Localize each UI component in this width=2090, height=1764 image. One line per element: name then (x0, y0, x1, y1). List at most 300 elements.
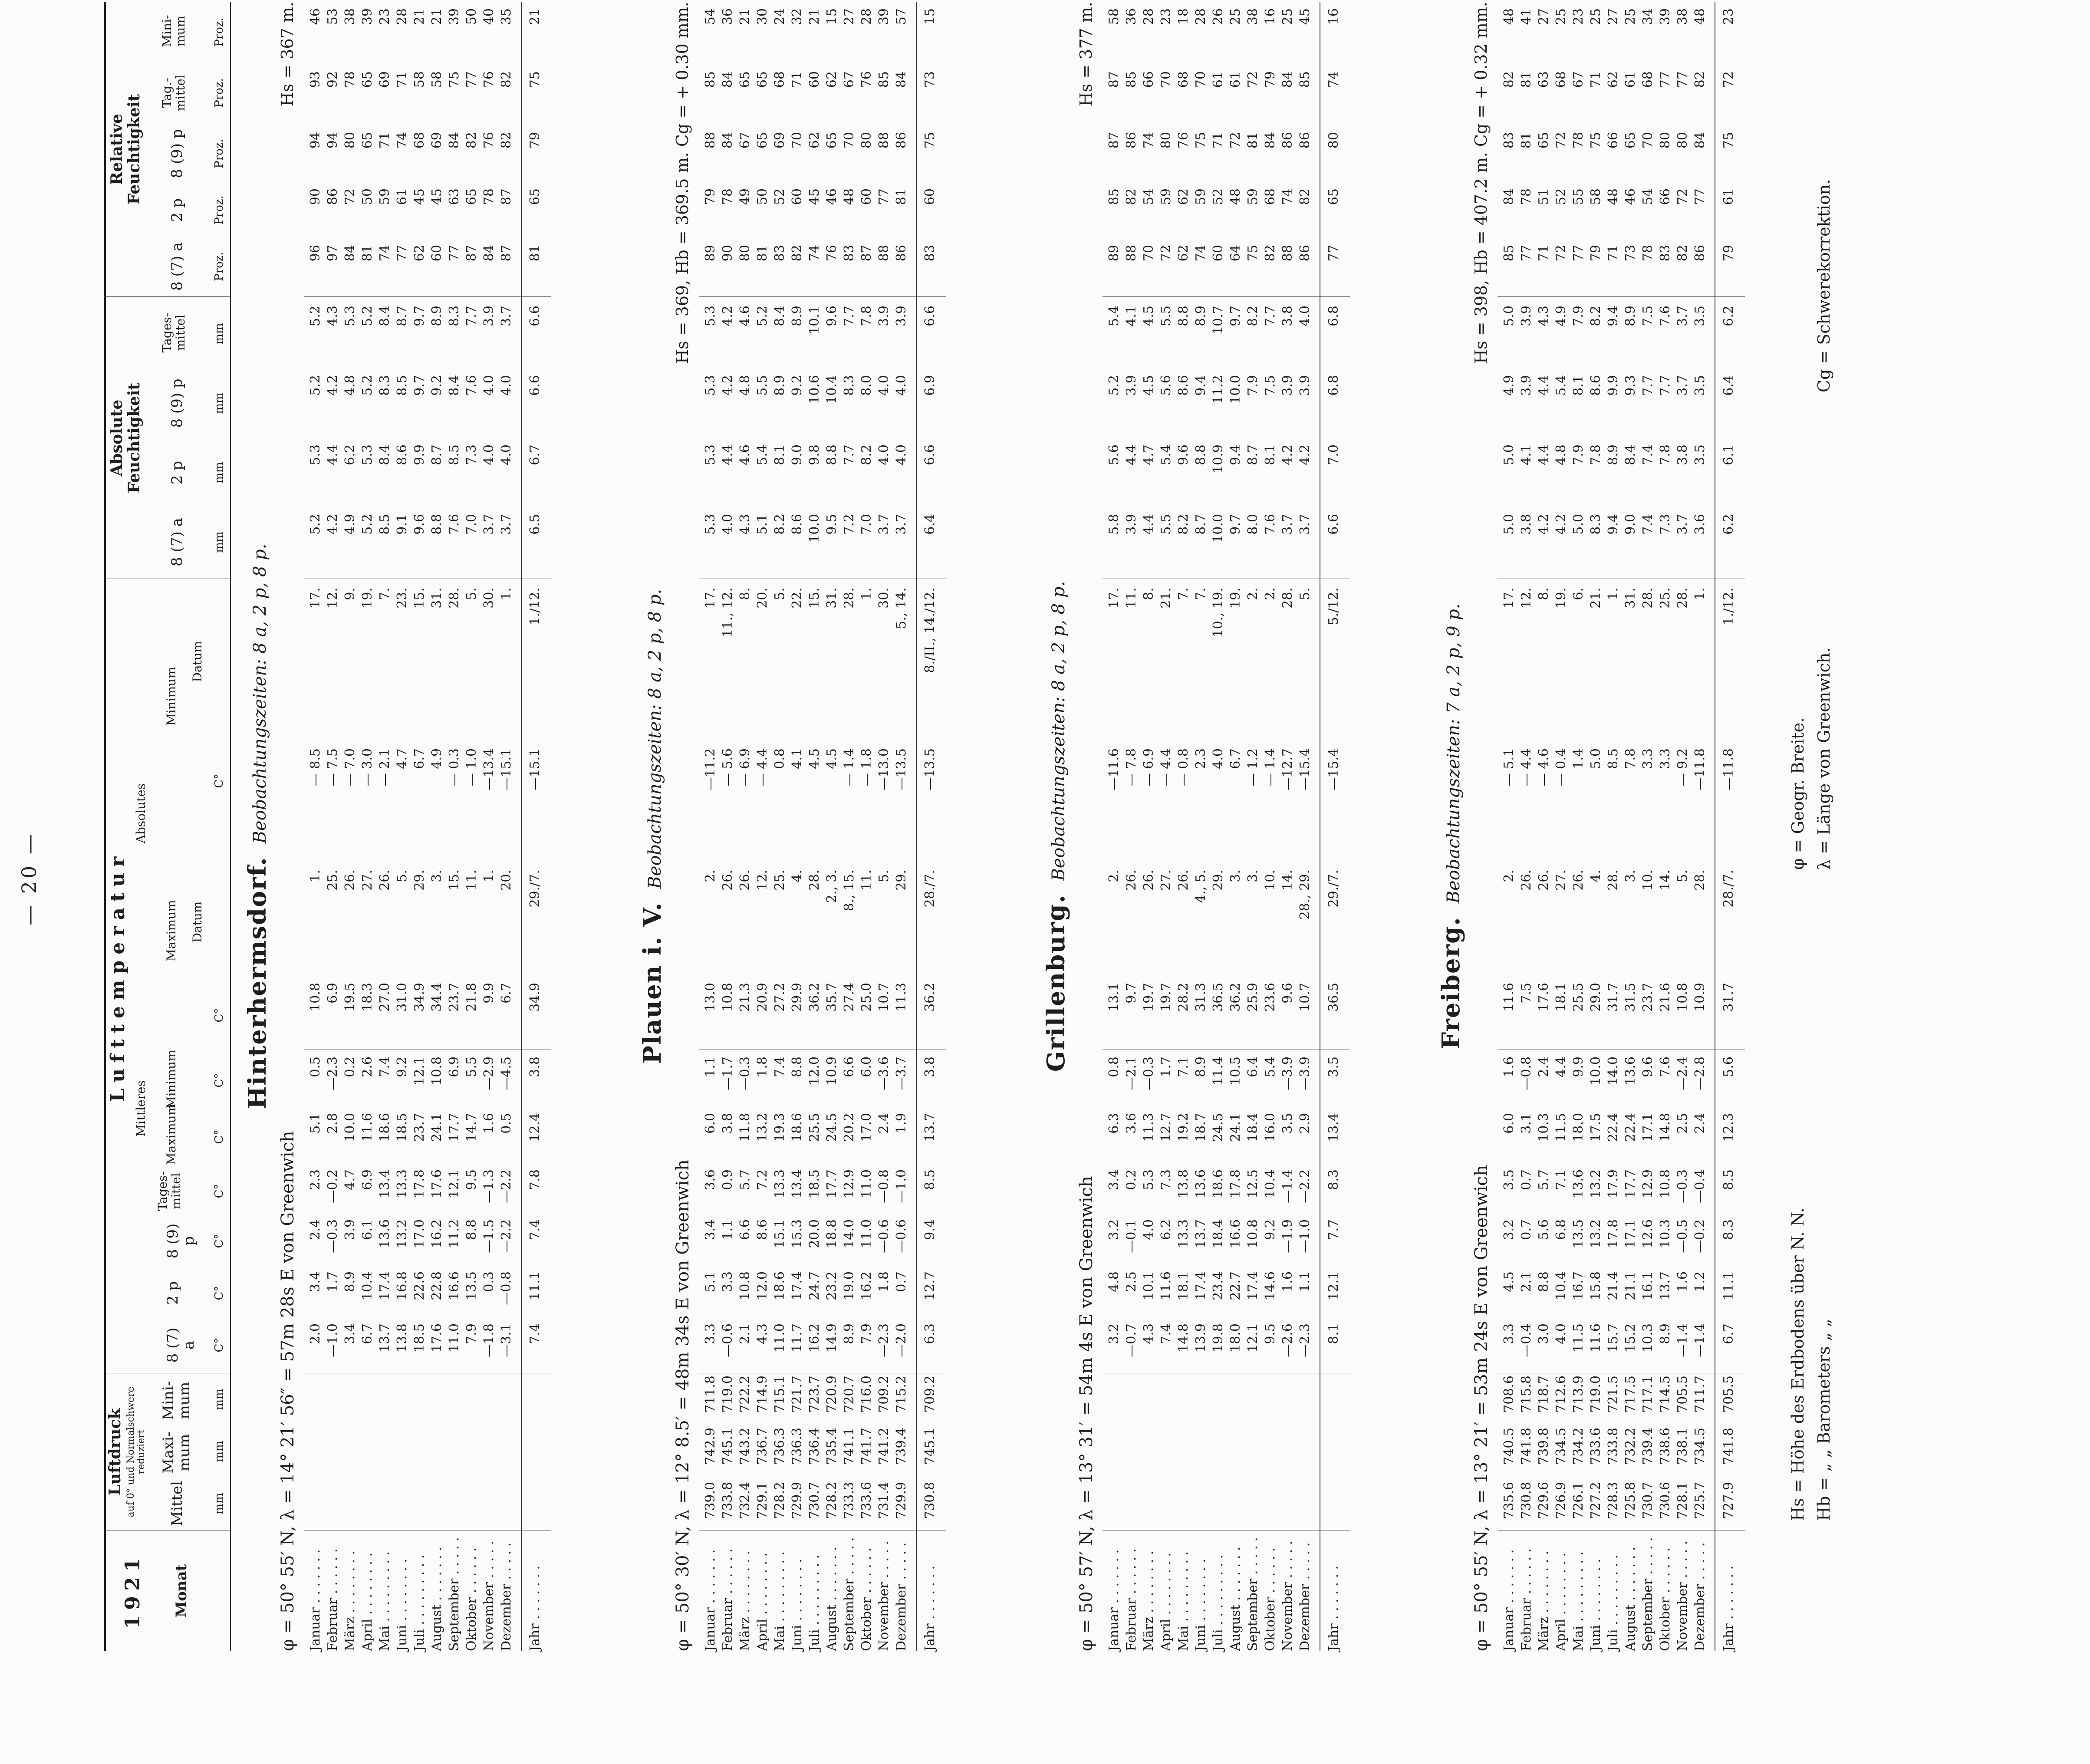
year-value-cell: 16 (1326, 8, 1341, 25)
value-cell: 15. (412, 588, 427, 609)
value-cell: —13.5 (894, 748, 909, 790)
value-cell: 713.9 (1571, 1376, 1586, 1413)
value-cell: 1.6 (1501, 1056, 1517, 1077)
value-cell: 79 (703, 188, 718, 205)
value-cell: 92 (325, 71, 340, 88)
value-cell: 730.8 (1519, 1482, 1534, 1519)
value-cell: 17. (1501, 588, 1517, 609)
value-cell: 8.6 (1176, 375, 1191, 396)
value-cell: 2. (1245, 588, 1261, 600)
year-value-cell: 6.6 (527, 375, 543, 396)
value-cell: 7.4 (377, 1056, 392, 1077)
value-cell: 61 (395, 188, 410, 205)
value-cell: —2.2 (499, 1219, 514, 1253)
month-cell: Oktober . . . . . . (1658, 1547, 1673, 1651)
value-cell: 3.5 (1280, 1113, 1295, 1134)
value-cell: 10.0 (1588, 1056, 1603, 1086)
value-cell: 7.6 (1658, 1056, 1673, 1077)
value-cell: 25.9 (1245, 983, 1261, 1012)
value-cell: 9.6 (412, 514, 427, 535)
value-cell: 3. (1623, 870, 1638, 882)
value-cell: 27. (1554, 870, 1569, 891)
value-cell: 734.2 (1571, 1428, 1586, 1465)
month-cell: Juni . . . . . . . . (790, 1559, 805, 1651)
value-cell: 722.2 (737, 1376, 753, 1413)
value-cell: 8.6 (395, 444, 410, 465)
value-cell: 8.9 (1193, 1056, 1208, 1077)
value-cell: 1.9 (894, 1113, 909, 1134)
value-cell: 4.0 (1211, 748, 1226, 769)
value-cell: 11.2 (447, 1219, 462, 1248)
value-cell: 74 (395, 132, 410, 149)
value-cell: 11.6 (1159, 1271, 1174, 1300)
value-cell: 12.0 (807, 1056, 822, 1086)
value-cell: 21.8 (464, 983, 479, 1012)
table-row (1107, 2, 1122, 1651)
value-cell: 7.3 (464, 444, 479, 465)
value-cell: 8.2 (859, 444, 874, 465)
value-cell: 11.6 (1588, 1323, 1603, 1353)
value-cell: 5.3 (703, 514, 718, 535)
value-cell: 726.9 (1554, 1482, 1569, 1519)
value-cell: —0.7 (1124, 1323, 1139, 1357)
value-cell: 10.8 (1658, 1169, 1673, 1198)
value-cell: 62 (1606, 71, 1621, 88)
unit-label: C° (213, 1234, 226, 1248)
value-cell: 5. (772, 588, 787, 600)
value-cell: 31. (1623, 588, 1638, 609)
value-cell: 55 (1571, 188, 1586, 205)
year-value-cell: 727.9 (1721, 1482, 1736, 1519)
value-cell: 81 (360, 245, 375, 262)
value-cell: 3.3 (1658, 748, 1673, 769)
value-cell: 16.2 (429, 1219, 444, 1248)
value-cell: 82 (499, 71, 514, 88)
table-row (1124, 2, 1139, 1651)
value-cell: 6.7 (412, 748, 427, 769)
value-cell: —0.6 (894, 1219, 909, 1253)
value-cell: 4.3 (1536, 306, 1551, 326)
value-cell: 714.5 (1658, 1376, 1673, 1413)
value-cell: 12. (755, 870, 770, 891)
value-cell: 20. (755, 588, 770, 609)
value-cell: 81 (1519, 71, 1534, 88)
value-cell: 84 (720, 132, 735, 149)
value-cell: 4.2 (1536, 514, 1551, 535)
value-cell: 733.6 (1588, 1428, 1603, 1465)
value-cell: 10.9 (1692, 983, 1708, 1012)
value-cell: 8.7 (429, 444, 444, 465)
month-cell: Juli . . . . . . . . . (807, 1554, 822, 1651)
page-number: — 20 — (17, 832, 41, 925)
value-cell: 5.5 (755, 375, 770, 396)
mean-extremes-heading: Mittleres (134, 1080, 148, 1137)
value-cell: 3.3 (1501, 1323, 1517, 1344)
value-cell: 4.8 (1554, 444, 1569, 465)
value-cell: 5., 14. (894, 588, 909, 629)
value-cell: 68 (412, 132, 427, 149)
value-cell: 18.0 (1228, 1323, 1243, 1353)
table-row (499, 2, 514, 1651)
value-cell: 88 (1280, 245, 1295, 262)
value-cell: 8.1 (1263, 444, 1278, 465)
value-cell: 18.0 (1571, 1113, 1586, 1142)
value-cell: 3.9 (1519, 306, 1534, 326)
value-cell: 6.3 (1106, 1113, 1122, 1134)
value-cell: 5.3 (703, 444, 718, 465)
value-cell: 10.0 (342, 1113, 358, 1142)
value-cell: 8.0 (1245, 514, 1261, 535)
value-cell: 3.5 (1501, 1169, 1517, 1190)
value-cell: 72 (1554, 245, 1569, 262)
value-cell: 8.9 (1658, 1323, 1673, 1344)
value-cell: 22. (790, 588, 805, 609)
value-cell: 4.1 (1519, 444, 1534, 465)
value-cell: 85 (1124, 71, 1139, 88)
value-cell: 9.2 (429, 375, 444, 396)
legend-cg: Cg = Schwerekorrektion. (1814, 179, 1833, 392)
value-cell: — 5.1 (1501, 748, 1517, 787)
value-cell: 13.8 (395, 1323, 410, 1353)
value-cell: — 5.6 (720, 748, 735, 787)
value-cell: 70 (1159, 71, 1174, 88)
year-value-cell: 79 (1721, 245, 1736, 262)
value-cell: —2.3 (1297, 1323, 1313, 1357)
value-cell: 26. (1571, 870, 1586, 891)
value-cell: 28. (1692, 870, 1708, 891)
rel-humidity-heading: Relative Feuchtigkeit (108, 94, 143, 205)
value-cell: 6.0 (703, 1113, 718, 1134)
value-cell: 84 (1501, 188, 1517, 205)
value-cell: 3.2 (1106, 1219, 1122, 1240)
value-cell: 66 (1141, 71, 1156, 88)
value-cell: 28. (447, 588, 462, 609)
value-cell: 80 (342, 132, 358, 149)
value-cell: 18.5 (395, 1113, 410, 1142)
value-cell: 25 (1623, 8, 1638, 25)
value-cell: 9.9 (481, 983, 497, 1004)
value-cell: 86 (1692, 245, 1708, 262)
value-cell: 86 (894, 132, 909, 149)
value-cell: 93 (308, 71, 323, 88)
value-cell: 3.9 (894, 306, 909, 326)
year-value-cell: 65 (1326, 188, 1341, 205)
year-value-cell: 11.1 (1721, 1271, 1736, 1300)
value-cell: 23.7 (447, 983, 462, 1012)
value-cell: 7.7 (842, 306, 857, 326)
value-cell: —1.4 (1692, 1323, 1708, 1357)
station-block (1437, 2, 1793, 1651)
value-cell: 3.7 (876, 514, 892, 535)
year-value-cell: 75 (527, 71, 543, 88)
table-row (1675, 2, 1690, 1651)
year-value-cell: 709.2 (922, 1376, 938, 1413)
value-cell: 25.0 (859, 983, 874, 1012)
value-cell: —12.7 (1280, 748, 1295, 790)
year-value-cell: 6.8 (1326, 375, 1341, 396)
value-cell: 5.0 (1501, 444, 1517, 465)
value-cell: 4., 5. (1193, 870, 1208, 903)
month-cell: August . . . . . . . (1228, 1547, 1243, 1651)
value-cell: 69 (772, 132, 787, 149)
value-cell: 5.3 (308, 444, 323, 465)
value-cell: 10.7 (1297, 983, 1313, 1012)
value-cell: 72 (1228, 132, 1243, 149)
year-value-cell: 83 (922, 245, 938, 262)
value-cell: 94 (325, 132, 340, 149)
month-cell: Oktober . . . . . . (859, 1547, 874, 1651)
value-cell: 8.9 (1193, 306, 1208, 326)
value-cell: 9.4 (1606, 514, 1621, 535)
value-cell: 14.7 (464, 1113, 479, 1142)
month-cell: November . . . . . (1280, 1540, 1295, 1651)
absolute-extremes-heading: Absolutes (134, 783, 148, 844)
value-cell: 717.5 (1623, 1376, 1638, 1413)
value-cell: 88 (876, 132, 892, 149)
value-cell: 5.3 (342, 306, 358, 326)
header-top-rule (104, 2, 106, 1651)
legend-hs: Hs = Höhe des Erdbodens über N. N. (1788, 1208, 1807, 1521)
value-cell: 41 (1519, 8, 1534, 25)
value-cell: —1.0 (325, 1323, 340, 1357)
value-cell: 9.2 (395, 1056, 410, 1077)
unit-label: Proz. (213, 252, 226, 281)
value-cell: 72 (1245, 71, 1261, 88)
value-cell: —15.4 (1297, 748, 1313, 790)
value-cell: 4.4 (1554, 1056, 1569, 1077)
value-cell: 62 (1176, 245, 1191, 262)
value-cell: 7.8 (1658, 444, 1673, 465)
value-cell: 4.0 (894, 375, 909, 396)
value-cell: 741.7 (859, 1428, 874, 1465)
unit-label: C° (213, 1073, 226, 1088)
value-cell: 71 (1211, 132, 1226, 149)
value-cell: 68 (772, 71, 787, 88)
year-value-cell: 6.6 (527, 306, 543, 326)
value-cell: 0.3 (481, 1271, 497, 1292)
value-cell: 7.6 (464, 375, 479, 396)
value-cell: 9.0 (1623, 514, 1638, 535)
value-cell: 61 (1211, 71, 1226, 88)
year-row (1721, 2, 1739, 1651)
month-cell: Dezember . . . . . (499, 1542, 514, 1651)
value-cell: 31.5 (1623, 983, 1638, 1012)
value-cell: 1.7 (1159, 1056, 1174, 1077)
value-cell: 12.5 (1245, 1169, 1261, 1198)
value-cell: 27.2 (772, 983, 787, 1012)
year-value-cell: 6.2 (1721, 514, 1736, 535)
value-cell: 21.4 (1606, 1271, 1621, 1300)
value-cell: —2.3 (325, 1056, 340, 1090)
value-cell: 77 (876, 188, 892, 205)
month-cell: März . . . . . . . . (737, 1550, 753, 1651)
year-value-cell: 12.1 (1326, 1271, 1341, 1300)
value-cell: 17.6 (429, 1323, 444, 1353)
value-cell: 721.5 (1606, 1376, 1621, 1413)
value-cell: 10.4 (1554, 1271, 1569, 1300)
value-cell: 6. (1571, 588, 1586, 600)
value-cell: 8.7 (1245, 444, 1261, 465)
value-cell: —2.2 (499, 1169, 514, 1203)
value-cell: 5.3 (360, 444, 375, 465)
value-cell: 18.6 (1211, 1169, 1226, 1198)
value-cell: 71 (790, 71, 805, 88)
value-cell: 25. (772, 870, 787, 891)
station-coordinates: φ = 50° 55′ N, λ = 13° 21′ = 53m 24s E von Greenwich (1471, 1165, 1491, 1651)
value-cell: 4.2 (325, 375, 340, 396)
value-cell: 45 (429, 188, 444, 205)
value-cell: 3. (1245, 870, 1261, 882)
value-cell: 28 (1141, 8, 1156, 25)
value-cell: 712.6 (1554, 1376, 1569, 1413)
value-cell: —1.4 (1675, 1323, 1690, 1357)
year-value-cell: 28./7. (922, 870, 938, 908)
value-cell: 9.5 (1263, 1323, 1278, 1344)
value-cell: — 6.9 (737, 748, 753, 787)
value-cell: 720.9 (824, 1376, 839, 1413)
temp-8p-heading: 8 (9) p (164, 1223, 198, 1259)
value-cell: 82 (464, 132, 479, 149)
month-cell: Februar . . . . . . (1124, 1548, 1139, 1651)
value-cell: 17.4 (1193, 1271, 1208, 1300)
header-bottom-rule (230, 2, 231, 1651)
value-cell: 13.7 (1658, 1271, 1673, 1300)
pressure-mean-heading: Mittel (168, 1481, 186, 1527)
value-cell: 13.4 (790, 1169, 805, 1198)
month-cell: November . . . . . (876, 1540, 892, 1651)
value-cell: 5. (1675, 870, 1690, 882)
value-cell: 1. (859, 588, 874, 600)
value-cell: 725.7 (1692, 1482, 1708, 1519)
station-title (1042, 2, 1070, 1651)
year-value-cell: 15 (922, 8, 938, 25)
value-cell: 4.0 (876, 375, 892, 396)
value-cell: 70 (842, 132, 857, 149)
value-cell: 11.0 (859, 1219, 874, 1248)
year-value-cell: 34.9 (527, 983, 543, 1012)
table-row (859, 2, 874, 1651)
year-value-cell: 705.5 (1721, 1376, 1736, 1413)
value-cell: 18.6 (790, 1113, 805, 1142)
value-cell: 11.0 (772, 1323, 787, 1353)
value-cell: — 6.9 (1141, 748, 1156, 787)
value-cell: 7.9 (1245, 375, 1261, 396)
value-cell: 14. (1280, 870, 1295, 891)
value-cell: 78 (1640, 245, 1656, 262)
value-cell: 87 (859, 245, 874, 262)
value-cell: 4.3 (737, 514, 753, 535)
value-cell: 7.7 (842, 444, 857, 465)
col-divider (1103, 296, 1350, 297)
value-cell: —11.8 (1692, 748, 1708, 790)
station-block (243, 2, 599, 1651)
value-cell: 7.7 (1640, 375, 1656, 396)
station-heights: Hs = 398, Hb = 407.2 m. Cg = + 0.32 mm. (1471, 2, 1491, 364)
value-cell: 2., 3. (824, 870, 839, 903)
value-cell: 9.1 (395, 514, 410, 535)
year-row (923, 2, 940, 1651)
value-cell: 731.4 (876, 1482, 892, 1519)
value-cell: —3.6 (876, 1056, 892, 1090)
value-cell: 739.0 (703, 1482, 718, 1519)
value-cell: 23 (377, 8, 392, 25)
table-row (703, 2, 718, 1651)
value-cell: 16.2 (807, 1323, 822, 1353)
value-cell: 13.3 (395, 1169, 410, 1198)
value-cell: 2.3 (308, 1169, 323, 1190)
value-cell: 13.6 (1623, 1056, 1638, 1086)
value-cell: 5.3 (703, 306, 718, 326)
value-cell: 62 (807, 132, 822, 149)
value-cell: 7.7 (1263, 306, 1278, 326)
value-cell: 70 (1193, 71, 1208, 88)
unit-label: C° (213, 1129, 226, 1144)
value-cell: 52 (1554, 188, 1569, 205)
value-cell: 67 (1571, 71, 1586, 88)
value-cell: 3.9 (1297, 375, 1313, 396)
value-cell: 59 (1245, 188, 1261, 205)
month-cell: März . . . . . . . . (1536, 1550, 1551, 1651)
value-cell: 11.4 (1211, 1056, 1226, 1086)
value-cell: 23.2 (824, 1271, 839, 1300)
value-cell: 77 (447, 245, 462, 262)
abs-min-date-heading: Datum (190, 641, 204, 682)
value-cell: 3.2 (1106, 1323, 1122, 1344)
value-cell: 3.7 (1675, 306, 1690, 326)
value-cell: 30. (481, 588, 497, 609)
value-cell: 75 (1588, 132, 1603, 149)
table-row (1623, 2, 1638, 1651)
value-cell: 65 (755, 132, 770, 149)
abs-humidity-heading: Absolute Feuchtigkeit (108, 382, 143, 494)
value-cell: 4.5 (807, 748, 822, 769)
year-value-cell: 21 (527, 8, 543, 25)
value-cell: 19. (1228, 588, 1243, 609)
value-cell: 5. (395, 870, 410, 882)
value-cell: 17.1 (1623, 1219, 1638, 1248)
value-cell: 79 (1263, 71, 1278, 88)
year-value-cell: 77 (1326, 245, 1341, 262)
value-cell: — 0.4 (1554, 748, 1569, 787)
value-cell: 11.0 (447, 1323, 462, 1353)
year-value-cell: 23 (1721, 8, 1736, 25)
value-cell: 5.6 (1536, 1219, 1551, 1240)
month-cell: November . . . . . (1675, 1540, 1690, 1651)
value-cell: 17.7 (824, 1169, 839, 1198)
value-cell: 4.3 (755, 1323, 770, 1344)
value-cell: 27 (1606, 8, 1621, 25)
value-cell: 10.4 (360, 1271, 375, 1300)
value-cell: 83 (1658, 245, 1673, 262)
year-value-cell: —13.5 (922, 748, 938, 790)
value-cell: 74 (807, 245, 822, 262)
rel-hum-8a-heading: 8 (7) a (168, 242, 186, 291)
value-cell: 726.1 (1571, 1482, 1586, 1519)
value-cell: —2.6 (1280, 1323, 1295, 1357)
value-cell: 2.3 (1193, 748, 1208, 769)
value-cell: 4.0 (499, 375, 514, 396)
value-cell: 65 (464, 188, 479, 205)
value-cell: 719.0 (720, 1376, 735, 1413)
value-cell: 0.8 (1106, 1056, 1122, 1077)
year-value-cell: 6.4 (922, 514, 938, 535)
value-cell: 2.4 (308, 1219, 323, 1240)
value-cell: 61 (1623, 71, 1638, 88)
value-cell: 5.2 (308, 514, 323, 535)
value-cell: 10.8 (308, 983, 323, 1012)
value-cell: —3.9 (1280, 1056, 1295, 1090)
value-cell: 7. (377, 588, 392, 600)
